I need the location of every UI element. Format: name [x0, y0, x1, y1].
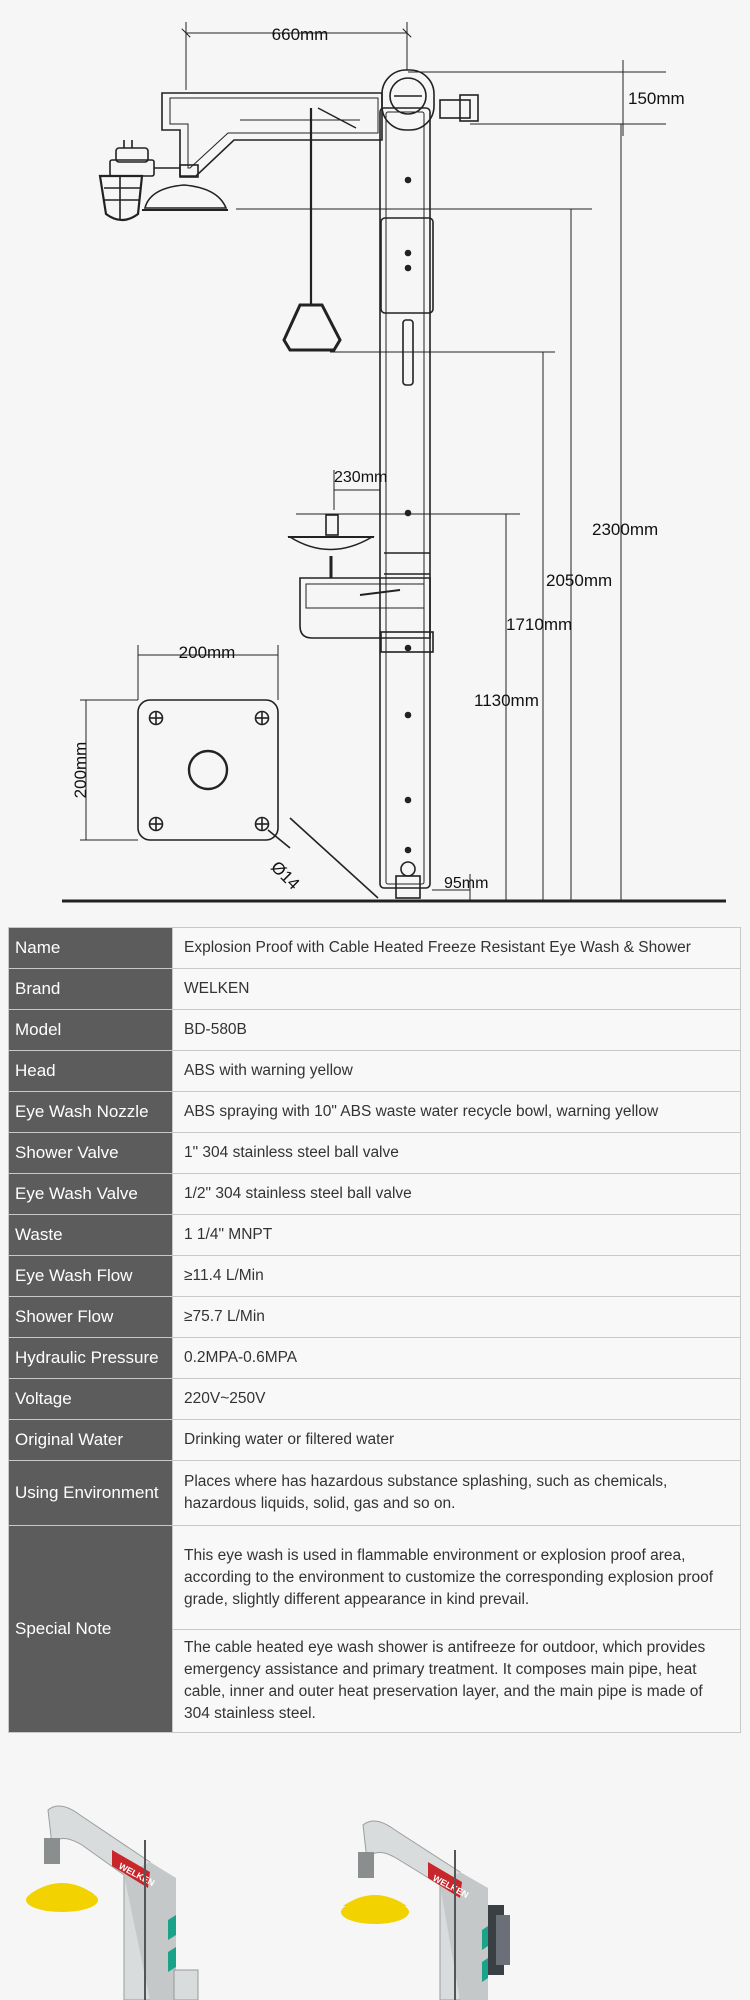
spec-label: Hydraulic Pressure [9, 1338, 173, 1379]
eye-wash-bowl [290, 537, 372, 550]
spec-row [9, 1010, 741, 1051]
spec-value: ABS with warning yellow [173, 1051, 741, 1092]
spec-label-special-note: Special Note [9, 1526, 173, 1733]
special-note-2: The cable heated eye wash shower is antifreeze for outdoor, which provides emergency assistance and primary treatment. It composes main pipe, heat cable, inner and outer heat preservation layer, and the main pipe is made of 304 stainless steel. [173, 1630, 741, 1733]
spec-table-body [9, 928, 741, 1733]
dimension-drawing [0, 0, 750, 915]
dim-bowl-offset: 230mm [334, 469, 388, 486]
shower-head [145, 185, 226, 208]
spec-value: 1 1/4" MNPT [173, 1215, 741, 1256]
dim-head-height: 150mm [628, 89, 685, 108]
spec-label: Original Water [9, 1420, 173, 1461]
spec-label: Eye Wash Valve [9, 1174, 173, 1215]
product-photo-left [26, 1806, 198, 2000]
spec-value: BD-580B [173, 1010, 741, 1051]
dim-handle-height: 1710mm [506, 615, 573, 634]
spec-value: 220V~250V [173, 1379, 741, 1420]
spec-table [8, 927, 741, 1733]
spec-label: Name [9, 928, 173, 969]
eye-wash-nozzle [326, 515, 338, 535]
dim-top-width: 660mm [271, 25, 329, 44]
spec-row [9, 1092, 741, 1133]
spec-value: Explosion Proof with Cable Heated Freeze Resistant Eye Wash & Shower [173, 928, 741, 969]
spec-label: Shower Flow [9, 1297, 173, 1338]
pull-handle [284, 305, 340, 350]
spec-row [9, 928, 741, 969]
spec-row-special-note [9, 1526, 741, 1630]
spec-row [9, 1420, 741, 1461]
spec-row [9, 969, 741, 1010]
product-photo-right [341, 1821, 510, 2000]
spec-value: 1/2" 304 stainless steel ball valve [173, 1174, 741, 1215]
spec-label: Eye Wash Flow [9, 1256, 173, 1297]
spec-row [9, 1379, 741, 1420]
spec-label: Using Environment [9, 1461, 173, 1526]
spec-value: ≥11.4 L/Min [173, 1256, 741, 1297]
spec-value: 0.2MPA-0.6MPA [173, 1338, 741, 1379]
spec-label: Head [9, 1051, 173, 1092]
spec-label: Waste [9, 1215, 173, 1256]
spec-row [9, 1051, 741, 1092]
spec-row [9, 1215, 741, 1256]
dim-total-height: 2300mm [592, 520, 659, 539]
photo-right-brand: WELKEN [431, 1872, 471, 1901]
dim-base-height: 200mm [71, 741, 90, 799]
dim-shower-height: 2050mm [546, 571, 613, 590]
spec-row [9, 1174, 741, 1215]
spec-label: Model [9, 1010, 173, 1051]
spec-row [9, 1338, 741, 1379]
special-note-1: This eye wash is used in flammable environment or explosion proof area, according to the environment to customize the corresponding explosion proof grade, slightly different appearance in kind prevail. [173, 1526, 741, 1630]
spec-value: Drinking water or filtered water [173, 1420, 741, 1461]
dim-bowl-height: 1130mm [474, 691, 539, 710]
spec-label: Voltage [9, 1379, 173, 1420]
spec-row [9, 1256, 741, 1297]
spec-value: WELKEN [173, 969, 741, 1010]
spec-label: Shower Valve [9, 1133, 173, 1174]
dim-base-width: 200mm [178, 643, 236, 662]
dim-hole-diameter: Ø14 [267, 857, 304, 894]
spec-label: Eye Wash Nozzle [9, 1092, 173, 1133]
main-pipe [380, 108, 430, 888]
product-photos [0, 1760, 750, 2000]
spec-row [9, 1133, 741, 1174]
spec-value: 1" 304 stainless steel ball valve [173, 1133, 741, 1174]
base-center-hole [189, 751, 227, 789]
spec-row [9, 1297, 741, 1338]
spec-value: ABS spraying with 10" ABS waste water recycle bowl, warning yellow [173, 1092, 741, 1133]
spec-value: ≥75.7 L/Min [173, 1297, 741, 1338]
photo-left-brand: WELKEN [117, 1860, 157, 1889]
spec-row [9, 1461, 741, 1526]
spec-label: Brand [9, 969, 173, 1010]
spec-value: Places where has hazardous substance splashing, such as chemicals, hazardous liquids, solid, gas and so on. [173, 1461, 741, 1526]
dim-pipe-offset: 95mm [444, 875, 489, 892]
